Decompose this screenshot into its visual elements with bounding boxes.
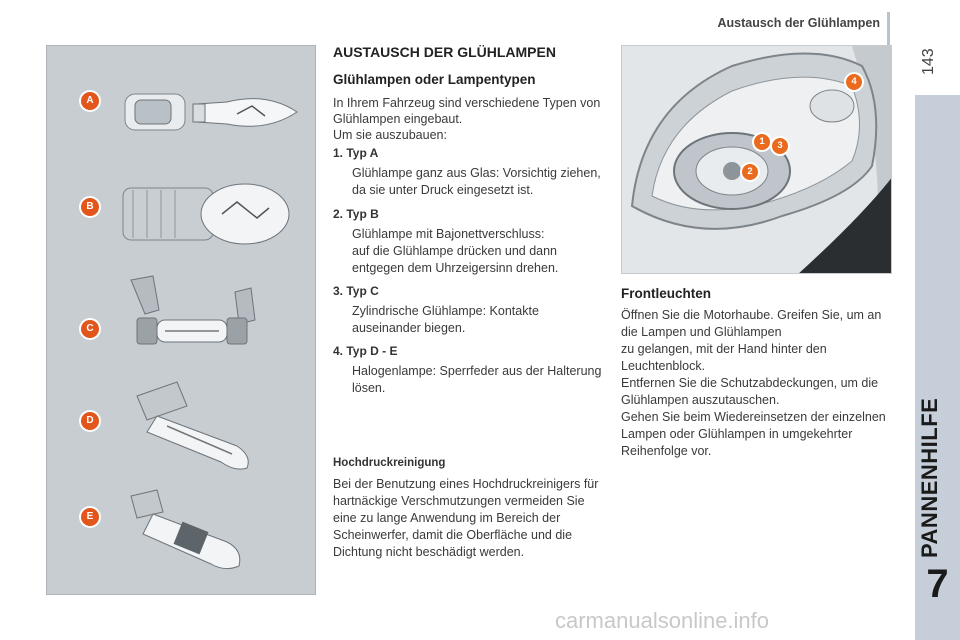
bulb-badge-e: E bbox=[81, 508, 99, 526]
front-lights-title: Frontleuchten bbox=[621, 286, 711, 301]
type-b-desc: Glühlampe mit Bajonettverschluss: auf die Glühlampe drücken und dann entgegen dem Uhrzeigersinn drehen. bbox=[352, 227, 559, 275]
page-number: 143 bbox=[920, 48, 937, 76]
headlamp-photo bbox=[621, 45, 892, 274]
bulb-type-e bbox=[47, 486, 317, 586]
bulb-badge-c: C bbox=[81, 320, 99, 338]
bulb-d-image bbox=[117, 376, 307, 476]
chapter-number: 7 bbox=[926, 562, 949, 606]
bulb-badge-d: D bbox=[81, 412, 99, 430]
type-d-e-label: 4. Typ D - E bbox=[333, 344, 398, 358]
chapter-label: PANNENHILFE bbox=[917, 397, 942, 558]
high-pressure-title: Hochdruckreinigung bbox=[333, 457, 446, 469]
high-pressure-text: Bei der Benutzung eines Hochdruckreinigers für hartnäckige Verschmutzungen vermeiden Sie eine zu lange Anwendung im Bereich der Scheinwerfer, damit die Oberfläche und die Dichtung nicht beschädigt werden. bbox=[333, 477, 599, 559]
intro-text: In Ihrem Fahrzeug sind verschiedene Typen von Glühlampen eingebaut. Um sie auszubauen: bbox=[333, 96, 601, 142]
type-a-desc: Glühlampe ganz aus Glas: Vorsichtig ziehen, da sie unter Druck eingesetzt ist. bbox=[352, 166, 601, 197]
marker-4: 4 bbox=[846, 74, 862, 90]
bulb-type-a bbox=[47, 64, 317, 164]
subtitle: Glühlampen oder Lampentypen bbox=[333, 72, 536, 87]
type-a-label: 1. Typ A bbox=[333, 146, 379, 160]
bulb-type-b bbox=[47, 168, 317, 268]
marker-2: 2 bbox=[742, 164, 758, 180]
marker-1: 1 bbox=[754, 134, 770, 150]
bulb-type-c bbox=[47, 270, 317, 370]
bulb-b-image bbox=[117, 168, 307, 268]
bulb-c-image bbox=[117, 270, 307, 370]
type-c-label: 3. Typ C bbox=[333, 284, 379, 298]
header-rule bbox=[887, 12, 890, 46]
front-lights-text: Öffnen Sie die Motorhaube. Greifen Sie, um an die Lampen und Glühlampen zu gelangen, mit der Hand hinter den Leuchtenblock. Entfernen Sie die Schutzabdeckungen, um die Glühlampen auszutauschen. Gehen Sie beim Wiedereinsetzen der einzelnen Lampen oder Glühlampen in umgekehrter Reihenfolge vor. bbox=[621, 308, 886, 458]
bulb-badge-b: B bbox=[81, 198, 99, 216]
type-d-e-desc: Halogenlampe: Sperrfeder aus der Halterung lösen. bbox=[352, 364, 602, 395]
page-title: AUSTAUSCH DER GLÜHLAMPEN bbox=[333, 44, 556, 60]
type-b-label: 2. Typ B bbox=[333, 207, 379, 221]
section-title: Austausch der Glühlampen bbox=[717, 16, 880, 30]
bulb-a-image bbox=[117, 64, 307, 164]
bulb-type-d bbox=[47, 376, 317, 476]
bulb-e-image bbox=[117, 486, 307, 586]
bulb-badge-a: A bbox=[81, 92, 99, 110]
marker-3: 3 bbox=[772, 138, 788, 154]
bulb-illustration-panel bbox=[46, 45, 316, 595]
chapter-tab bbox=[915, 95, 960, 640]
watermark: carmanualsonline.info bbox=[555, 608, 770, 633]
page-header bbox=[690, 12, 900, 38]
type-c-desc: Zylindrische Glühlampe: Kontakte auseinander biegen. bbox=[352, 304, 539, 335]
